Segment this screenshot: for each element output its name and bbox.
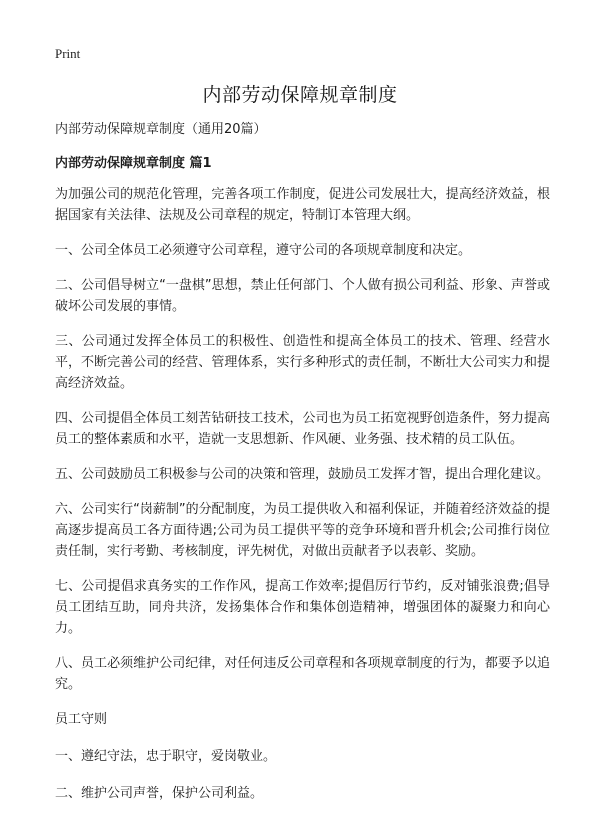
- paragraph-code-heading: 员工守则: [55, 712, 108, 727]
- section-heading: 内部劳动保障规章制度 篇1: [55, 156, 212, 171]
- paragraph-article-2: 二、公司倡导树立“一盘棋”思想，禁止任何部门、个人做有损公司利益、形象、声誉或破坏公司发展的事情。: [55, 278, 550, 314]
- paragraph-article-3: 三、公司通过发挥全体员工的积极性、创造性和提高全体员工的技术、管理、经营水平，不断完善公司的经营、管理体系，实行多种形式的责任制，不断壮大公司实力和提高经济效益。: [55, 334, 550, 391]
- paragraph-code-2: 二、维护公司声誉，保护公司利益。: [55, 786, 264, 801]
- paragraph-article-8: 八、员工必须维护公司纪律，对任何违反公司章程和各项规章制度的行为，都要予以追究。: [55, 656, 550, 692]
- document-body: [55, 120, 550, 820]
- document-title: 内部劳动保障规章制度: [202, 84, 398, 106]
- paragraph-code-1: 一、遵纪守法，忠于职守，爱岗敬业。: [55, 749, 277, 764]
- print-label: Print: [55, 46, 81, 61]
- paragraph-article-1: 一、公司全体员工必须遵守公司章程，遵守公司的各项规章制度和决定。: [55, 243, 472, 258]
- paragraph-intro: 为加强公司的规范化管理，完善各项工作制度，促进公司发展壮大，提高经济效益，根据国家有关法律、法规及公司章程的规定，特制订本管理大纲。: [55, 187, 550, 223]
- paragraph-article-5: 五、公司鼓励员工积极参与公司的决策和管理，鼓励员工发挥才智，提出合理化建议。: [55, 467, 550, 482]
- paragraph-article-4: 四、公司提倡全体员工刻苦钻研技工技术，公司也为员工拓宽视野创造条件，努力提高员工的整体素质和水平，造就一支思想新、作风硬、业务强、技术精的员工队伍。: [55, 411, 550, 447]
- paragraph-article-7: 七、公司提倡求真务实的工作作风，提高工作效率;提倡厉行节约，反对铺张浪费;倡导员工团结互助，同舟共济，发扬集体合作和集体创造精神，增强团体的凝聚力和向心力。: [55, 579, 550, 636]
- paragraph-article-6: 六、公司实行“岗薪制”的分配制度，为员工提供收入和福利保证，并随着经济效益的提高逐步提高员工各方面待遇;公司为员工提供平等的竞争环境和晋升机会;公司推行岗位责任制，实行考勤、考核制度，评先树优，对做出贡献者予以表彰、奖励。: [55, 502, 550, 559]
- document-subtitle: 内部劳动保障规章制度（通用20篇）: [55, 122, 267, 137]
